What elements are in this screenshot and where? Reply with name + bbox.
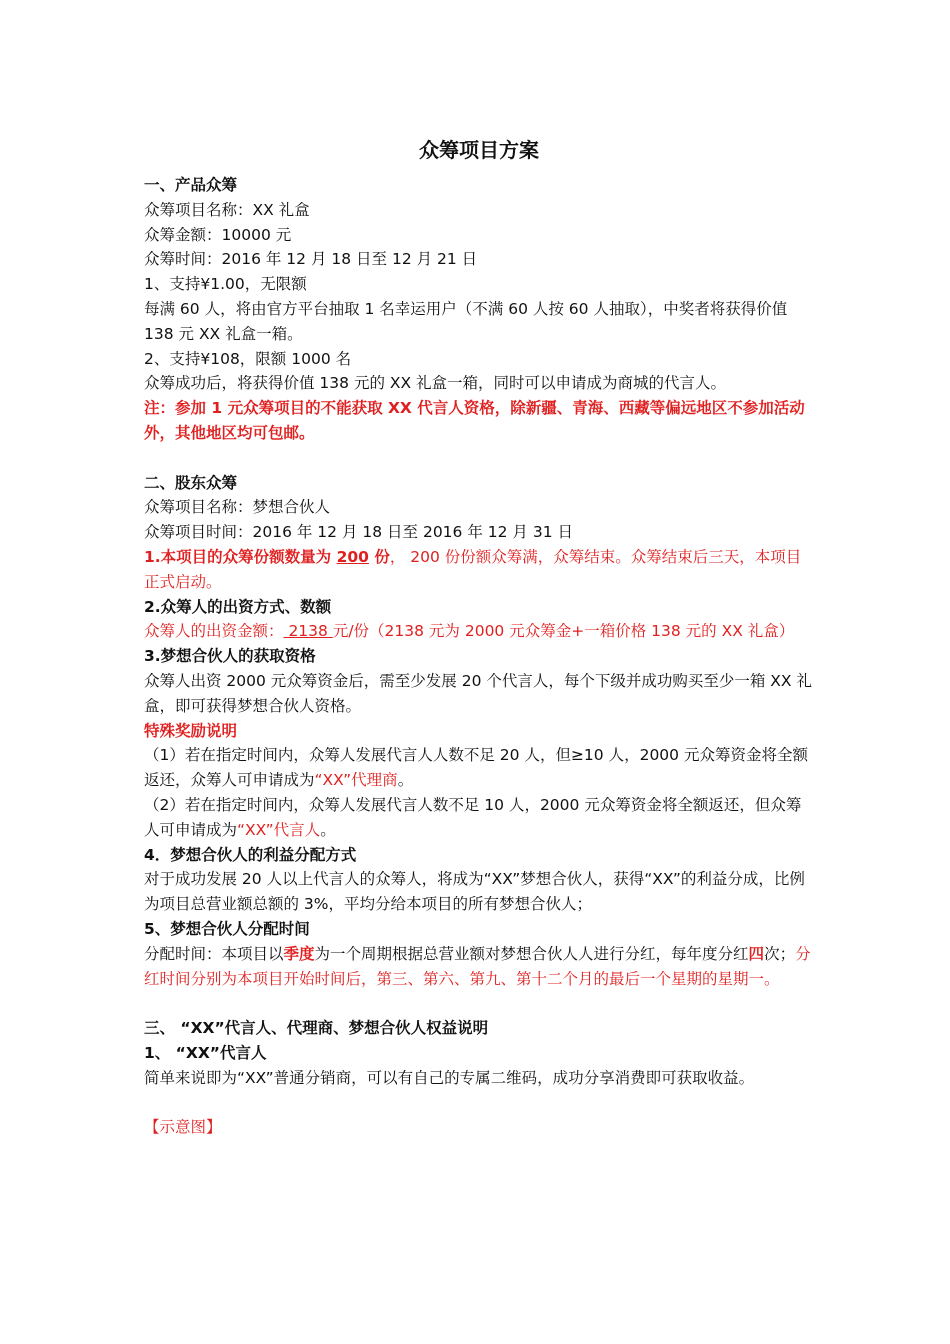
s2-point5-a: 分配时间：本项目以 [144, 944, 284, 963]
s1-project-name: 众筹项目名称：XX 礼盒 [144, 200, 310, 219]
s2-special2-a: （2）若在指定时间内，众筹人发展代言人数不足 10 人，2000 元众筹资金将全额返还，但众筹人可申请成为 [144, 795, 802, 839]
s1-time: 众筹时间：2016 年 12 月 18 日至 12 月 21 日 [144, 250, 478, 269]
s3-para1: 简单来说即为“XX”普通分销商，可以有自己的专属二维码，成功分享消费即可获取收益。 [144, 1068, 755, 1087]
s3-diagram-label: 【示意图】 [144, 1118, 222, 1137]
s2-special-title: 特殊奖励说明 [144, 721, 238, 740]
section1-heading: 一、产品众筹 [144, 176, 238, 194]
s1-amount: 众筹金额：10000 元 [144, 225, 292, 244]
s2-special1 [144, 743, 814, 793]
document-page [144, 130, 814, 1140]
s2-point2 [144, 619, 814, 644]
s2-point2-c: 元/份（2138 元为 2000 元众筹金+一箱价格 138 元的 XX 礼盒） [332, 622, 795, 641]
s2-special2-b: “XX”代言人 [237, 820, 321, 839]
s2-point4: 对于成功发展 20 人以上代言人的众筹人，将成为“XX”梦想合伙人，获得“XX”的利益分成，比例为项目总营业额总额的 3%，平均分给本项目的所有梦想合伙人； [144, 870, 805, 914]
section2-heading: 二、股东众筹 [144, 473, 238, 492]
s2-point2-b: 2138 [283, 622, 333, 641]
spacer [144, 1090, 814, 1115]
s2-point1-d: ， 200 份份额众筹满，众筹结束。众筹结束后三天，本项目正式启动。 [144, 547, 802, 591]
spacer [144, 991, 814, 1016]
s1-option1-desc: 每满 60 人，将由官方平台抽取 1 名幸运用户（不满 60 人按 60 人抽取），中奖者将获得价值 138 元 XX 礼盒一箱。 [144, 299, 788, 343]
s2-point5-d: 四 [748, 944, 765, 963]
s2-heading2: 2.众筹人的出资方式、数额 [144, 597, 332, 616]
s2-point1 [144, 545, 814, 595]
s2-point3: 众筹人出资 2000 元众筹资金后，需至少发展 20 个代言人，每个下级并成功购买至少一箱 XX 礼盒，即可获得梦想合伙人资格。 [144, 671, 812, 715]
s3-subheading1: 1、 “XX”代言人 [144, 1043, 267, 1062]
spacer [144, 446, 814, 471]
s2-point5 [144, 942, 814, 992]
section3-heading: 三、 “XX”代言人、代理商、梦想合伙人权益说明 [144, 1019, 489, 1038]
s2-special1-b: “XX”代理商 [314, 771, 398, 790]
s2-heading5: 5、梦想合伙人分配时间 [144, 919, 310, 938]
s2-point5-e: 次； [764, 944, 796, 963]
s2-point1-c: 份 [368, 547, 390, 566]
s2-special1-c: 。 [397, 771, 414, 790]
s2-point5-b: 季度 [283, 944, 315, 963]
s2-point5-f: 分红时间分别为本项目开始时间后，第三、第六、第九、第十二个月的最后一个星期的星期一。 [144, 944, 811, 988]
s1-option2-desc: 众筹成功后，将获得价值 138 元的 XX 礼盒一箱，同时可以申请成为商城的代言人。 [144, 374, 727, 393]
s2-project-name: 众筹项目名称：梦想合伙人 [144, 498, 331, 517]
s2-point2-a: 众筹人的出资金额： [144, 622, 284, 641]
s1-option1: 1、支持¥1.00，无限额 [144, 275, 307, 294]
s1-note: 注：参加 1 元众筹项目的不能获取 XX 代言人资格，除新疆、青海、西藏等偏远地区不参加活动外，其他地区均可包邮。 [144, 399, 805, 442]
s1-option2: 2、支持¥108，限额 1000 名 [144, 349, 352, 368]
document-title: 众筹项目方案 [419, 138, 539, 162]
s2-special2 [144, 793, 814, 843]
s2-point1-b: 200 [336, 547, 369, 566]
s2-time: 众筹项目时间：2016 年 12 月 18 日至 2016 年 12 月 31 日 [144, 523, 573, 542]
s2-special1-a: （1）若在指定时间内，众筹人发展代言人人数不足 20 人，但≥10 人，2000 元众筹资金将全额返还，众筹人可申请成为 [144, 746, 808, 790]
s2-point1-a: 1.本项目的众筹份额数量为 [144, 547, 337, 566]
s2-heading4: 4．梦想合伙人的利益分配方式 [144, 845, 357, 864]
s2-point5-c: 为一个周期根据总营业额对梦想合伙人人进行分红，每年度分红 [314, 944, 749, 963]
s2-heading3: 3.梦想合伙人的获取资格 [144, 647, 316, 666]
s2-special2-c: 。 [320, 820, 336, 839]
